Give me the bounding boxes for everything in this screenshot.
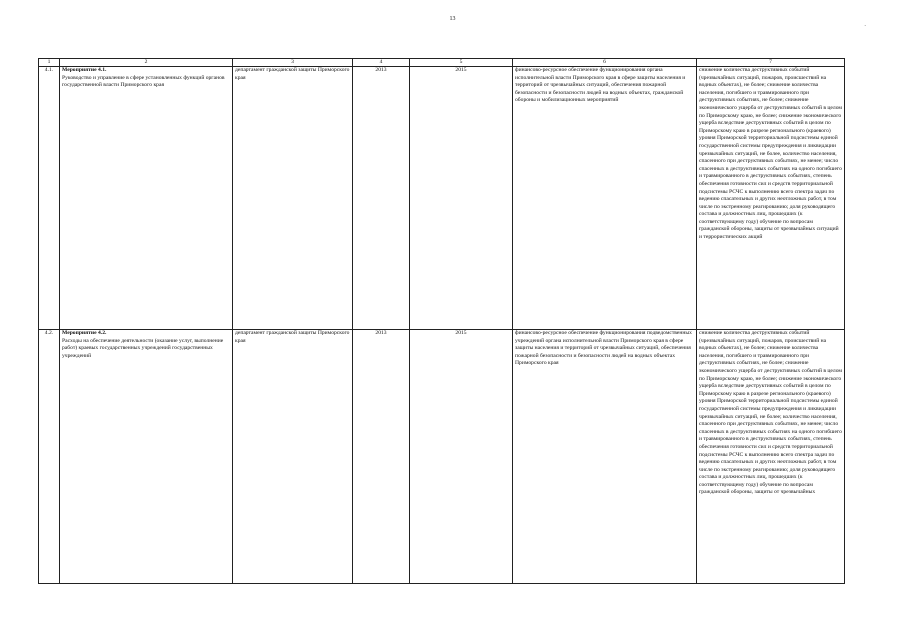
direction-cell: финансово-ресурсное обеспечение функционирования подведомственных учреждений органа исполнительной власти Приморского края в сфере защиты населения и территорий от чрезвычайных ситуаций, обеспечения пожарной безопасности и безопасности людей на водных объектах Приморского края: [513, 330, 697, 584]
result-cell: снижение количества деструктивных событий (чрезвычайных ситуаций, пожаров, происшествий на водных объектах), не более; снижение количества населения, погибшего и травмированного при деструктивных событиях, не более; снижение экономического ущерба от деструктивных событий в целом по Приморскому краю, не более; снижение экономического ущерба вследствие деструктивных событий в целом по Приморскому краю в разрезе регионального (краевого) уровня Приморской территориальной подсистемы единой государственной системы предупреждения и ликвидации чрезвычайных ситуаций, не более; количество населения, спасенного при деструктивных событиях, не менее; число спасенных в деструктивных событиях на одного погибшего и травмированного в деструктивных событиях, степень обеспечения готовности сил и средств территориальной подсистемы РСЧС к выполнению всего спектра задач по ведению спасательных и других неотложных работ, в том числе по экстренному реагированию; доля руководящего состава и должностных лиц, прошедших (к соответствующему году) обучение по вопросам гражданской обороны, защиты от чрезвычайных: [697, 330, 845, 584]
event-title: Мероприятие 4.2.: [62, 330, 107, 336]
end-year-cell: 2015: [410, 67, 513, 330]
event-cell: [60, 67, 233, 330]
end-year-cell: 2015: [410, 330, 513, 584]
result-cell: снижение количества деструктивных событий (чрезвычайных ситуаций, пожаров, происшествий на водных объектах), не более; снижение количества населения, погибшего и травмированного при деструктивных событиях, не более; снижение экономического ущерба от деструктивных событий в целом по Приморскому краю, не более; снижение экономического ущерба вследствие деструктивных событий в целом по Приморскому краю в разрезе регионального (краевого) уровня Приморской территориальной подсистемы единой государственной системы предупреждения и ликвидации чрезвычайных ситуаций, не более, количество населения, спасенного при деструктивных событиях, не менее; число спасенных в деструктивных событиях на одного погибшего и травмированного в деструктивных событиях, степень обеспечения готовности сил и средств территориальной подсистемы РСЧС к выполнению всего спектра задач по ведению спасательных и других неотложных работ, в том числе по экстренному реагированию; доля руководящего состава и должностных лиц, прошедших (к соответствующему году) обучение по вопросам гражданской обороны, защиты от чрезвычайных ситуаций и террористических акций: [697, 67, 845, 330]
event-description: Расходы на обеспечение деятельности (оказание услуг, выполнение работ) краевых государственных учреждений государственных учреждений: [62, 337, 224, 359]
event-description: Руководство и управление в сфере установленных функций органов государственной власти Приморского края: [62, 74, 225, 89]
executor-cell: департамент гражданской защиты Приморского края: [233, 330, 353, 584]
start-year-cell: 2013: [353, 330, 410, 584]
executor-cell: департамент гражданской защиты Приморского края: [233, 67, 353, 330]
page-number: 13: [449, 16, 456, 22]
start-year-cell: 2013: [353, 67, 410, 330]
header-col-7: 7: [697, 59, 845, 67]
row-number: 4.1.: [39, 67, 60, 330]
table-row: [39, 330, 845, 584]
header-col-1: 1: [39, 59, 60, 67]
table-row: [39, 67, 845, 330]
header-col-6: 6: [513, 59, 697, 67]
header-col-4: 4: [353, 59, 410, 67]
event-cell: [60, 330, 233, 584]
header-row: [39, 59, 845, 67]
header-col-3: 3: [233, 59, 353, 67]
row-number: 4.2.: [39, 330, 60, 584]
direction-cell: финансово-ресурсное обеспечение функционирования органа исполнительной власти Приморского края в сфере защиты населения и территорий от чрезвычайных ситуаций, обеспечения пожарной безопасности и безопасности людей на водных объектах, гражданской обороны и мобилизационных мероприятий: [513, 67, 697, 330]
event-title: Мероприятие 4.1.: [62, 67, 107, 73]
events-table: [38, 58, 845, 584]
header-col-2: 2: [60, 59, 233, 67]
scan-mark: ·: [864, 22, 867, 30]
header-col-5: 5: [410, 59, 513, 67]
